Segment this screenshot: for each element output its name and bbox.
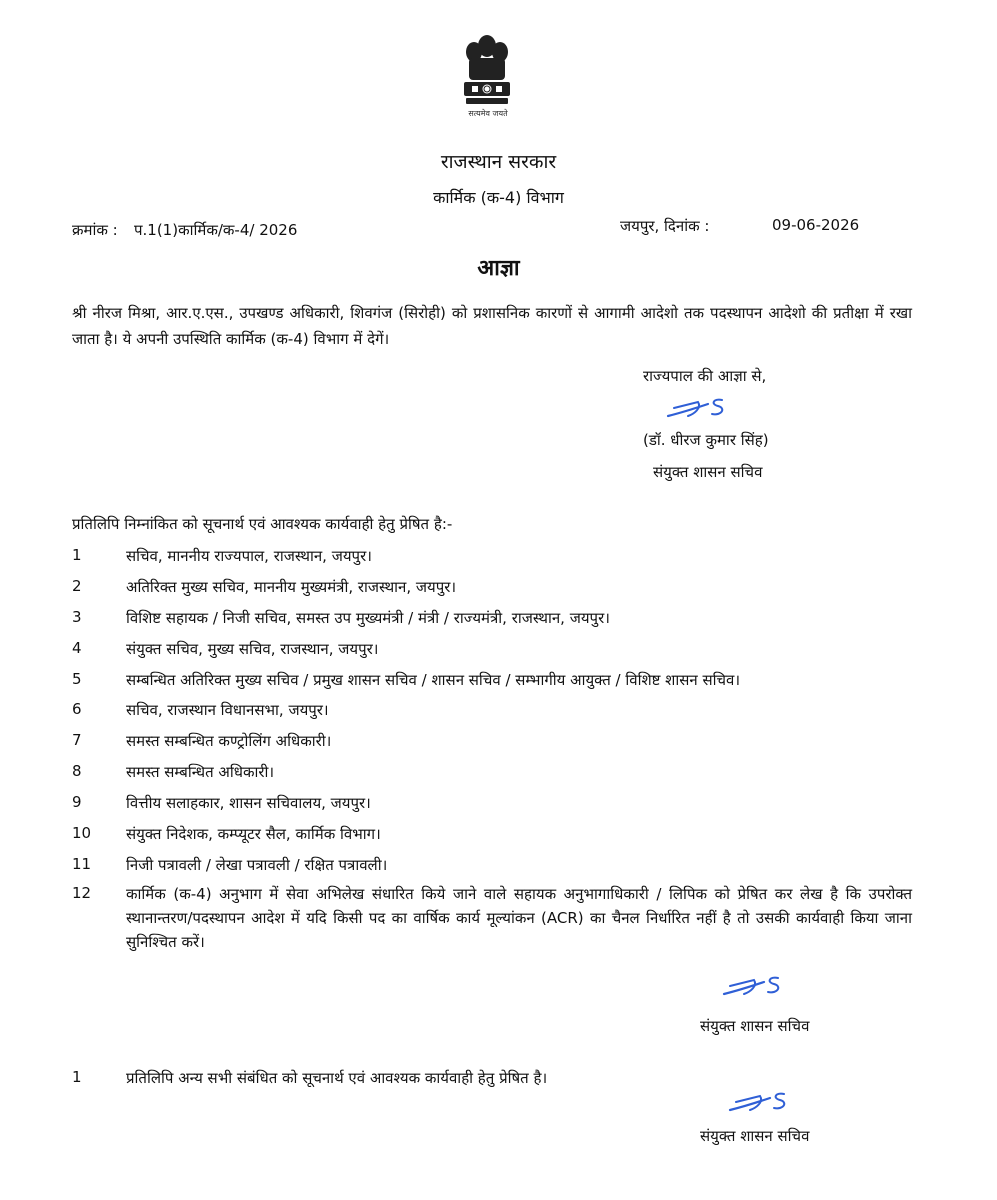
list-item: सचिव, राजस्थान विधानसभा, जयपुर।	[126, 701, 329, 719]
signature-2	[722, 972, 792, 1000]
list-item: निजी पत्रावली / लेखा पत्रावली / रक्षित पत्रावली।	[126, 856, 388, 874]
order-number-label: क्रमांक :	[72, 221, 118, 239]
list-item-number: 10	[72, 824, 92, 842]
copy-intro: प्रतिलिपि निम्नांकित को सूचनार्थ एवं आवश्यक कार्यवाही हेतु प्रेषित है:-	[72, 515, 453, 533]
signature-3	[728, 1088, 798, 1116]
list-item: प्रतिलिपि अन्य सभी संबंधित को सूचनार्थ एवं आवश्यक कार्यवाही हेतु प्रेषित है।	[126, 1069, 548, 1087]
order-date: 09-06-2026	[772, 216, 860, 234]
list-item-number: 2	[72, 577, 82, 595]
list-item-number: 11	[72, 855, 92, 873]
list-item-number: 7	[72, 731, 82, 749]
government-name: राजस्थान सरकार	[440, 151, 557, 173]
list-item: समस्त सम्बन्धित कण्ट्रोलिंग अधिकारी।	[126, 732, 332, 750]
signatory-designation-3: संयुक्त शासन सचिव	[700, 1127, 810, 1145]
list-item-number: 3	[72, 608, 82, 626]
list-item-number: 6	[72, 700, 82, 718]
signatory-name: (डॉ. धीरज कुमार सिंह)	[643, 431, 769, 449]
list-item: समस्त सम्बन्धित अधिकारी।	[126, 763, 275, 781]
list-item: अतिरिक्त मुख्य सचिव, माननीय मुख्यमंत्री, राजस्थान, जयपुर।	[126, 578, 457, 596]
by-order-text: राज्यपाल की आज्ञा से,	[643, 367, 767, 385]
order-number: प.1(1)कार्मिक/क-4/ 2026	[134, 221, 298, 239]
list-item: सम्बन्धित अतिरिक्त मुख्य सचिव / प्रमुख शासन सचिव / शासन सचिव / सम्भागीय आयुक्त / विशिष्ट शासन सचिव।	[126, 671, 741, 689]
list-item-number: 4	[72, 639, 82, 657]
signatory-designation-2: संयुक्त शासन सचिव	[700, 1017, 810, 1035]
order-body: श्री नीरज मिश्रा, आर.ए.एस., उपखण्ड अधिकारी, शिवगंज (सिरोही) को प्रशासनिक कारणों से आगामी आदेशो तक पदस्थापन आदेशो की प्रतीक्षा में रखा जाता है। ये अपनी उपस्थिति कार्मिक (क-4) विभाग में देगें।	[72, 304, 912, 348]
place-date-label: जयपुर, दिनांक :	[620, 217, 710, 235]
list-item-number: 5	[72, 670, 82, 688]
list-item-number: 1	[72, 1068, 82, 1086]
signatory-designation: संयुक्त शासन सचिव	[653, 463, 763, 481]
list-item: वित्तीय सलाहकार, शासन सचिवालय, जयपुर।	[126, 794, 371, 812]
list-item: संयुक्त निदेशक, कम्प्यूटर सैल, कार्मिक विभाग।	[126, 825, 381, 843]
document-title: आज्ञा	[477, 256, 520, 281]
list-item: कार्मिक (क-4) अनुभाग में सेवा अभिलेख संधारित किये जाने वाले सहायक अनुभागाधिकारी / लिपिक को प्रेषित कर लेख है कि उपरोक्त स्थानान्तरण/पदस्थापन आदेश में यदि किसी पद का वार्षिक कार्य मूल्यांकन (ACR) का चैनल निर्धारित नहीं है तो उसकी कार्यवाही किया जाना सुनिश्चित करें।	[126, 885, 912, 951]
list-item: सचिव, माननीय राज्यपाल, राजस्थान, जयपुर।	[126, 547, 372, 565]
emblem-motto: सत्यमेव जयते	[468, 109, 508, 118]
list-item: विशिष्ट सहायक / निजी सचिव, समस्त उप मुख्यमंत्री / मंत्री / राज्यमंत्री, राजस्थान, जयपुर।	[126, 609, 610, 627]
list-item-number: 8	[72, 762, 82, 780]
list-item-number: 9	[72, 793, 82, 811]
signature-1	[666, 394, 736, 422]
list-item-number: 12	[72, 884, 92, 902]
list-item: संयुक्त सचिव, मुख्य सचिव, राजस्थान, जयपुर।	[126, 640, 379, 658]
department-name: कार्मिक (क-4) विभाग	[433, 188, 564, 207]
list-item-number: 1	[72, 546, 82, 564]
